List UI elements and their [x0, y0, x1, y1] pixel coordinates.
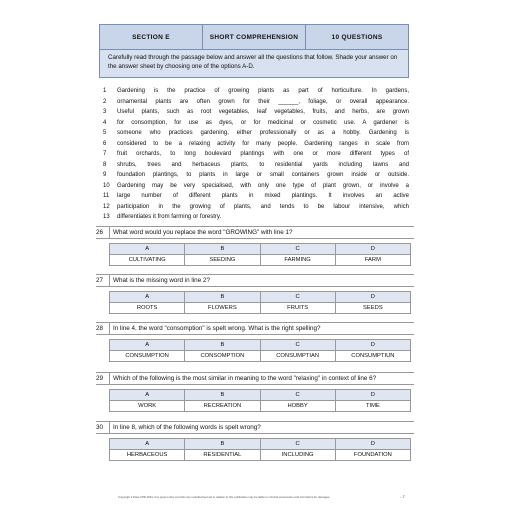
option-letter: C [261, 390, 336, 400]
line-number: 8 [103, 161, 107, 168]
option-answer[interactable]: SEEDS [363, 305, 383, 311]
passage-line [103, 128, 409, 139]
option-answer[interactable]: FOUNDATION [353, 452, 392, 458]
question-number: 26 [96, 227, 110, 238]
question-row [96, 226, 414, 239]
option-answer[interactable]: INCLUDING [261, 450, 336, 460]
question-text: In line 4, the word "consomption" is spelt wrong. What is the right spelling? [113, 325, 321, 332]
section-title: SHORT COMPREHENSION [203, 25, 306, 49]
option-answer[interactable]: CONSUMPTIUN [351, 353, 395, 359]
option-answer[interactable]: FLOWERS [185, 303, 260, 313]
option-answer[interactable]: FARMING [261, 255, 336, 265]
passage-line [103, 139, 409, 150]
line-text: someone who practices gardening, either professionally or as a hobby. Gardening is [117, 130, 409, 136]
option-answers-row [110, 254, 410, 265]
option-answers-row [110, 400, 410, 411]
option-letter: A [110, 244, 185, 254]
question-row [96, 421, 414, 434]
line-number: 9 [103, 172, 107, 178]
question-block [96, 274, 414, 314]
options-table [109, 438, 411, 461]
section-label: SECTION E [100, 25, 203, 49]
option-answer[interactable]: HOBBY [261, 401, 336, 411]
copyright-footer: Copyright 2 Pass KPR 2024. Any person who commits any unauthorised act in relation to this publication may be liable to criminal prosecution and civil claims for damages. [118, 495, 331, 499]
line-number: 7 [103, 151, 107, 157]
option-letter: B [185, 292, 260, 302]
option-answer[interactable]: CULTIVATING [110, 255, 185, 265]
passage-line [103, 202, 409, 213]
question-row [96, 274, 414, 287]
option-letter: C [261, 340, 336, 350]
options-table [109, 291, 411, 314]
question-block [96, 372, 414, 412]
option-letter: A [110, 340, 185, 350]
option-answer[interactable]: CONSUMPTIAN [261, 351, 336, 361]
line-text: foundation plantings, to plants in large or small containers grown inside or outside. [117, 172, 409, 178]
line-text: fruit orchards, to long boulevard plantings with one or more different types of [117, 151, 409, 157]
option-letter: C [261, 244, 336, 254]
line-number: 10 [103, 182, 110, 189]
passage-line [103, 160, 409, 171]
option-letter: A [110, 292, 185, 302]
line-number: 3 [103, 109, 107, 115]
line-number: 5 [103, 130, 107, 136]
passage-line [103, 212, 409, 223]
option-letter: D [370, 246, 375, 252]
line-number: 1 [103, 88, 107, 94]
option-letters-row [110, 390, 410, 400]
question-row [96, 372, 414, 385]
passage-line [103, 86, 409, 97]
option-letters-row [110, 244, 410, 254]
option-answer[interactable]: FRUITS [261, 303, 336, 313]
option-letters-row [110, 340, 410, 350]
option-answers-row [110, 302, 410, 313]
question-block [96, 226, 414, 266]
line-text: large number of different plants in mixed plantings. It involves an active [117, 193, 409, 199]
option-letters-row [110, 439, 410, 449]
option-letter: D [370, 294, 375, 300]
page-number: - 7 [400, 494, 405, 499]
option-letter: A [110, 439, 185, 449]
passage-line [103, 170, 409, 181]
question-text: What is the missing word in line 2? [113, 277, 210, 284]
line-text: for consomption, for use as dyes, or for medicinal or cosmetic use. A gardener is [117, 119, 409, 126]
option-letter: B [185, 340, 260, 350]
question-number: 28 [96, 323, 110, 334]
option-letter: B [185, 439, 260, 449]
option-letter: C [261, 439, 336, 449]
line-text: differentiates it from farming or forestry. [117, 214, 222, 220]
question-text: Which of the following is the most similar in meaning to the word "relaxing" in context of line 6? [113, 375, 377, 382]
question-count: 10 QUESTIONS [331, 33, 383, 41]
question-block [96, 421, 414, 461]
option-answer[interactable]: FARM [364, 257, 381, 263]
passage-line [103, 118, 409, 129]
question-text: In line 8, which of the following words is spelt wrong? [113, 424, 261, 431]
passage-line [103, 149, 409, 160]
line-text: shrubs, trees and herbaceus plants, to residential yards including lawns and [117, 161, 409, 168]
option-letters-row [110, 292, 410, 302]
option-letter: C [261, 292, 336, 302]
option-answers-row [110, 449, 410, 460]
option-answer[interactable]: TIME [365, 403, 380, 409]
line-number: 6 [103, 140, 107, 147]
passage-line [103, 107, 409, 118]
section-header [99, 24, 409, 50]
option-answer[interactable]: WORK [110, 401, 185, 411]
line-text: Gardening may be very specialised, with only one type of plant grown, or involve a [117, 182, 409, 189]
line-number: 11 [103, 193, 110, 199]
option-answer[interactable]: CONSUMPTION [110, 351, 185, 361]
options-table [109, 339, 411, 362]
option-letter: B [185, 390, 260, 400]
option-letter: B [185, 244, 260, 254]
line-number: 12 [103, 203, 110, 210]
line-text: Gardening is the practice of growing plants as part of horticulture. In gardens, [117, 88, 409, 94]
line-number: 4 [103, 119, 107, 126]
passage [103, 86, 409, 223]
option-answers-row [110, 350, 410, 361]
option-answer[interactable]: RESIDENTIAL [185, 450, 260, 460]
instructions: Carefully read through the passage below and answer all the questions that follow. Shade your answer on the answer sheet by choosing one of the options A-D. [99, 50, 409, 78]
option-answer[interactable]: HERBACEOUS [110, 450, 185, 460]
line-number: 13 [103, 214, 110, 220]
options-table [109, 389, 411, 412]
line-number: 2 [103, 98, 107, 105]
line-text: considered to be a relaxing activity for many people. Gardening ranges in scale from [117, 140, 409, 147]
option-answer[interactable]: CONSOMPTION [185, 351, 260, 361]
passage-line [103, 97, 409, 108]
option-letter: A [110, 390, 185, 400]
question-block [96, 322, 414, 362]
option-letter: D [370, 392, 375, 398]
line-text: participation in the growing of plants, and tends to be labour intensive, which [117, 203, 409, 210]
question-row [96, 322, 414, 335]
question-number: 30 [96, 422, 110, 433]
option-answer[interactable]: ROOTS [110, 303, 185, 313]
question-number: 27 [96, 275, 110, 286]
options-table [109, 243, 411, 266]
passage-line [103, 181, 409, 192]
option-letter: D [370, 441, 375, 447]
option-answer[interactable]: SEEDING [185, 255, 260, 265]
line-text: ornamental plants are often grown for their ______, foliage, or overall appearance. [117, 98, 409, 105]
option-letter: D [370, 342, 375, 348]
passage-line [103, 191, 409, 202]
question-number: 29 [96, 373, 110, 384]
line-text: Useful plants, such as root vegetables, leaf vegetables, fruits, and herbs, are grown [117, 109, 409, 115]
question-text: What word would you replace the word "GROWING" with line 1? [113, 229, 293, 236]
option-answer[interactable]: RECREATION [185, 401, 260, 411]
